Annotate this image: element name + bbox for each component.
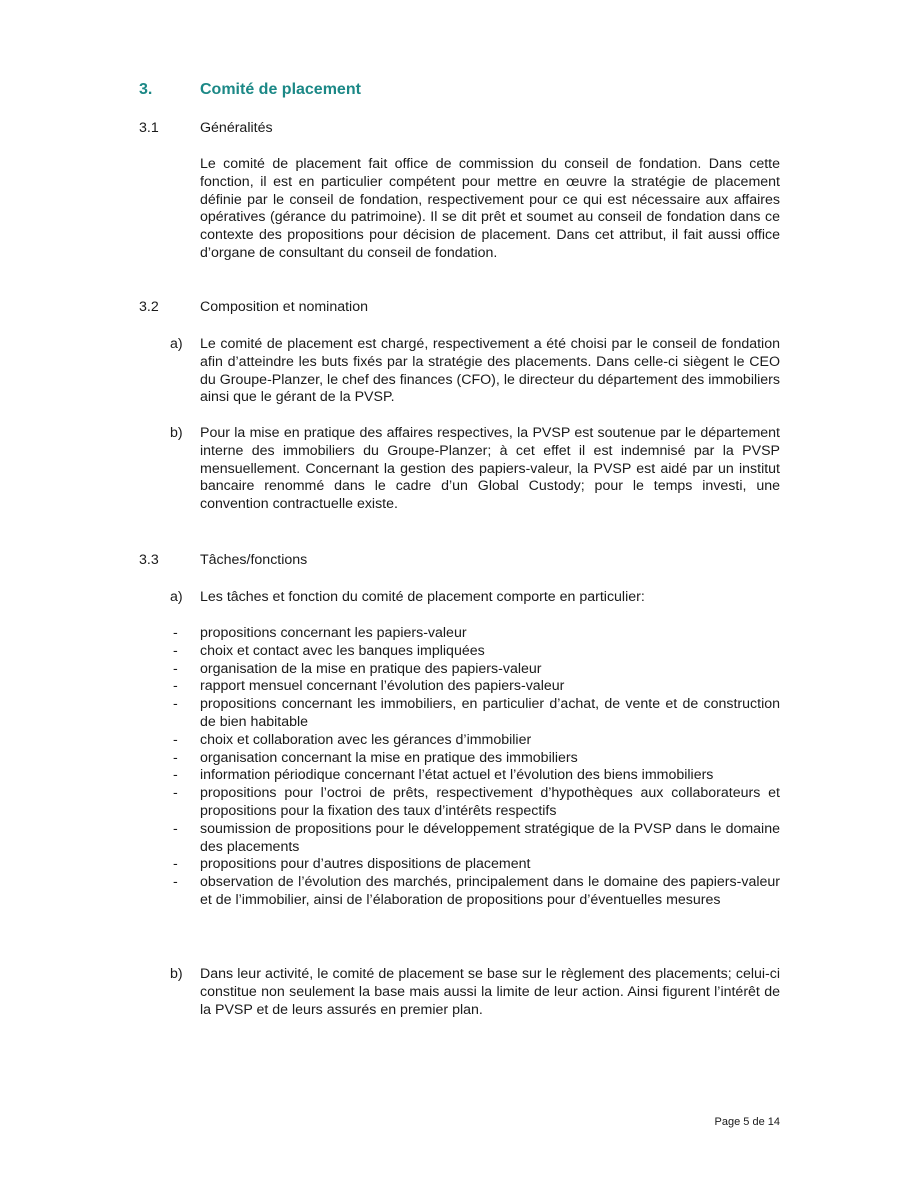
dash-marker: - <box>173 678 178 695</box>
dash-marker: - <box>173 820 178 837</box>
item-label: a) <box>170 336 183 352</box>
bullet-item: - propositions pour d’autres dispositions de placement <box>170 856 780 874</box>
bullet-item: - soumission de propositions pour le développement stratégique de la PVSP dans le domaine des placements <box>170 821 780 857</box>
subsection-heading-3-2 <box>139 299 368 317</box>
bullet-item: - information périodique concernant l’état actuel et l’évolution des biens immobiliers <box>170 767 780 785</box>
dash-marker: - <box>173 856 178 873</box>
dash-marker: - <box>173 785 178 802</box>
bullet-item: - propositions concernant les immobiliers, en particulier d’achat, de vente et de construction de bien habitable <box>170 696 780 732</box>
bullet-item: - organisation concernant la mise en pratique des immobiliers <box>170 750 780 768</box>
dash-marker: - <box>173 767 178 784</box>
item-text: Pour la mise en pratique des affaires respectives, la PVSP est soutenue par le département interne des immobiliers du Groupe-Planzer; à cet effet il est indemnisé par la PVSP mensuellement. Concernant la gestion des papiers-valeur, la PVSP est aidé par un institut bancaire renommé dans le cadre d’un Global Custody; pour le temps investi, une convention contractuelle existe. <box>200 425 780 513</box>
subsection-heading-3-3 <box>139 552 307 570</box>
item-label: b) <box>170 966 183 982</box>
paragraph-generalites: Le comité de placement fait office de commission du conseil de fondation. Dans cette fonction, il est en particulier compétent pour mettre en œuvre la stratégie de placement définie par le conseil de fondation, respectivement pour ce qui est nécessaire aux affaires opératives (gérance du patrimoine). Il se dit prêt et soumet au conseil de fondation dans ce contexte des propositions pour décision de placement. Dans cet attribut, il fait aussi office d’organe de consultant du conseil de fondation. <box>200 156 780 261</box>
bullet-item: - choix et contact avec les banques impliquées <box>170 643 780 661</box>
subsection-heading-3-1 <box>139 120 273 138</box>
bullet-item: - observation de l’évolution des marchés, principalement dans le domaine des papiers-valeur et de l’immobilier, ainsi de l’élaboration de propositions pour d’éventuelles mesures <box>170 874 780 910</box>
bullet-item: - rapport mensuel concernant l’évolution des papiers-valeur <box>170 678 780 696</box>
bullet-item: - choix et collaboration avec les gérances d’immobilier <box>170 732 780 750</box>
subsection-title: Généralités <box>200 120 273 136</box>
list-item-3-3-a <box>170 589 780 607</box>
section-number: 3. <box>139 81 153 98</box>
section-title: Comité de placement <box>200 81 361 98</box>
subsection-title: Tâches/fonctions <box>200 552 308 568</box>
bullet-item: - propositions concernant les papiers-valeur <box>170 625 780 643</box>
list-item-3-2-a <box>170 336 780 407</box>
dash-marker: - <box>173 749 178 766</box>
subsection-number: 3.2 <box>139 299 159 315</box>
dash-marker: - <box>173 731 178 748</box>
item-text: Les tâches et fonction du comité de placement comporte en particulier: <box>200 589 645 605</box>
list-item-3-2-b <box>170 425 780 514</box>
subsection-number: 3.1 <box>139 120 159 136</box>
item-label: a) <box>170 589 183 605</box>
dash-marker: - <box>173 696 178 713</box>
item-text: Le comité de placement est chargé, respectivement a été choisi par le conseil de fondation afin d’atteindre les buts fixés par la stratégie des placements. Dans celle-ci siègent le CEO du Groupe-Planzer, le chef des finances (CFO), le directeur du département des immobiliers ainsi que le gérant de la PVSP. <box>200 336 780 406</box>
dash-marker: - <box>173 660 178 677</box>
section-heading <box>139 81 361 99</box>
list-item-3-3-b <box>170 966 780 1019</box>
bullet-item: - organisation de la mise en pratique des papiers-valeur <box>170 661 780 679</box>
item-label: b) <box>170 425 183 441</box>
dash-marker: - <box>173 625 178 641</box>
task-bullet-list <box>170 625 780 910</box>
page-number: Page 5 de 14 <box>714 1116 780 1128</box>
bullet-item: - propositions pour l’octroi de prêts, respectivement d’hypothèques aux collaborateurs et propositions pour la fixation des taux d’intérêts respectifs <box>170 785 780 821</box>
dash-marker: - <box>173 874 178 891</box>
item-text: Dans leur activité, le comité de placement se base sur le règlement des placements; celui-ci constitue non seulement la base mais aussi la limite de leur action. Ainsi figurent l’intérêt de la PVSP et de leurs assurés en premier plan. <box>200 966 780 1018</box>
subsection-number: 3.3 <box>139 552 159 568</box>
dash-marker: - <box>173 642 178 659</box>
subsection-title: Composition et nomination <box>200 299 368 315</box>
